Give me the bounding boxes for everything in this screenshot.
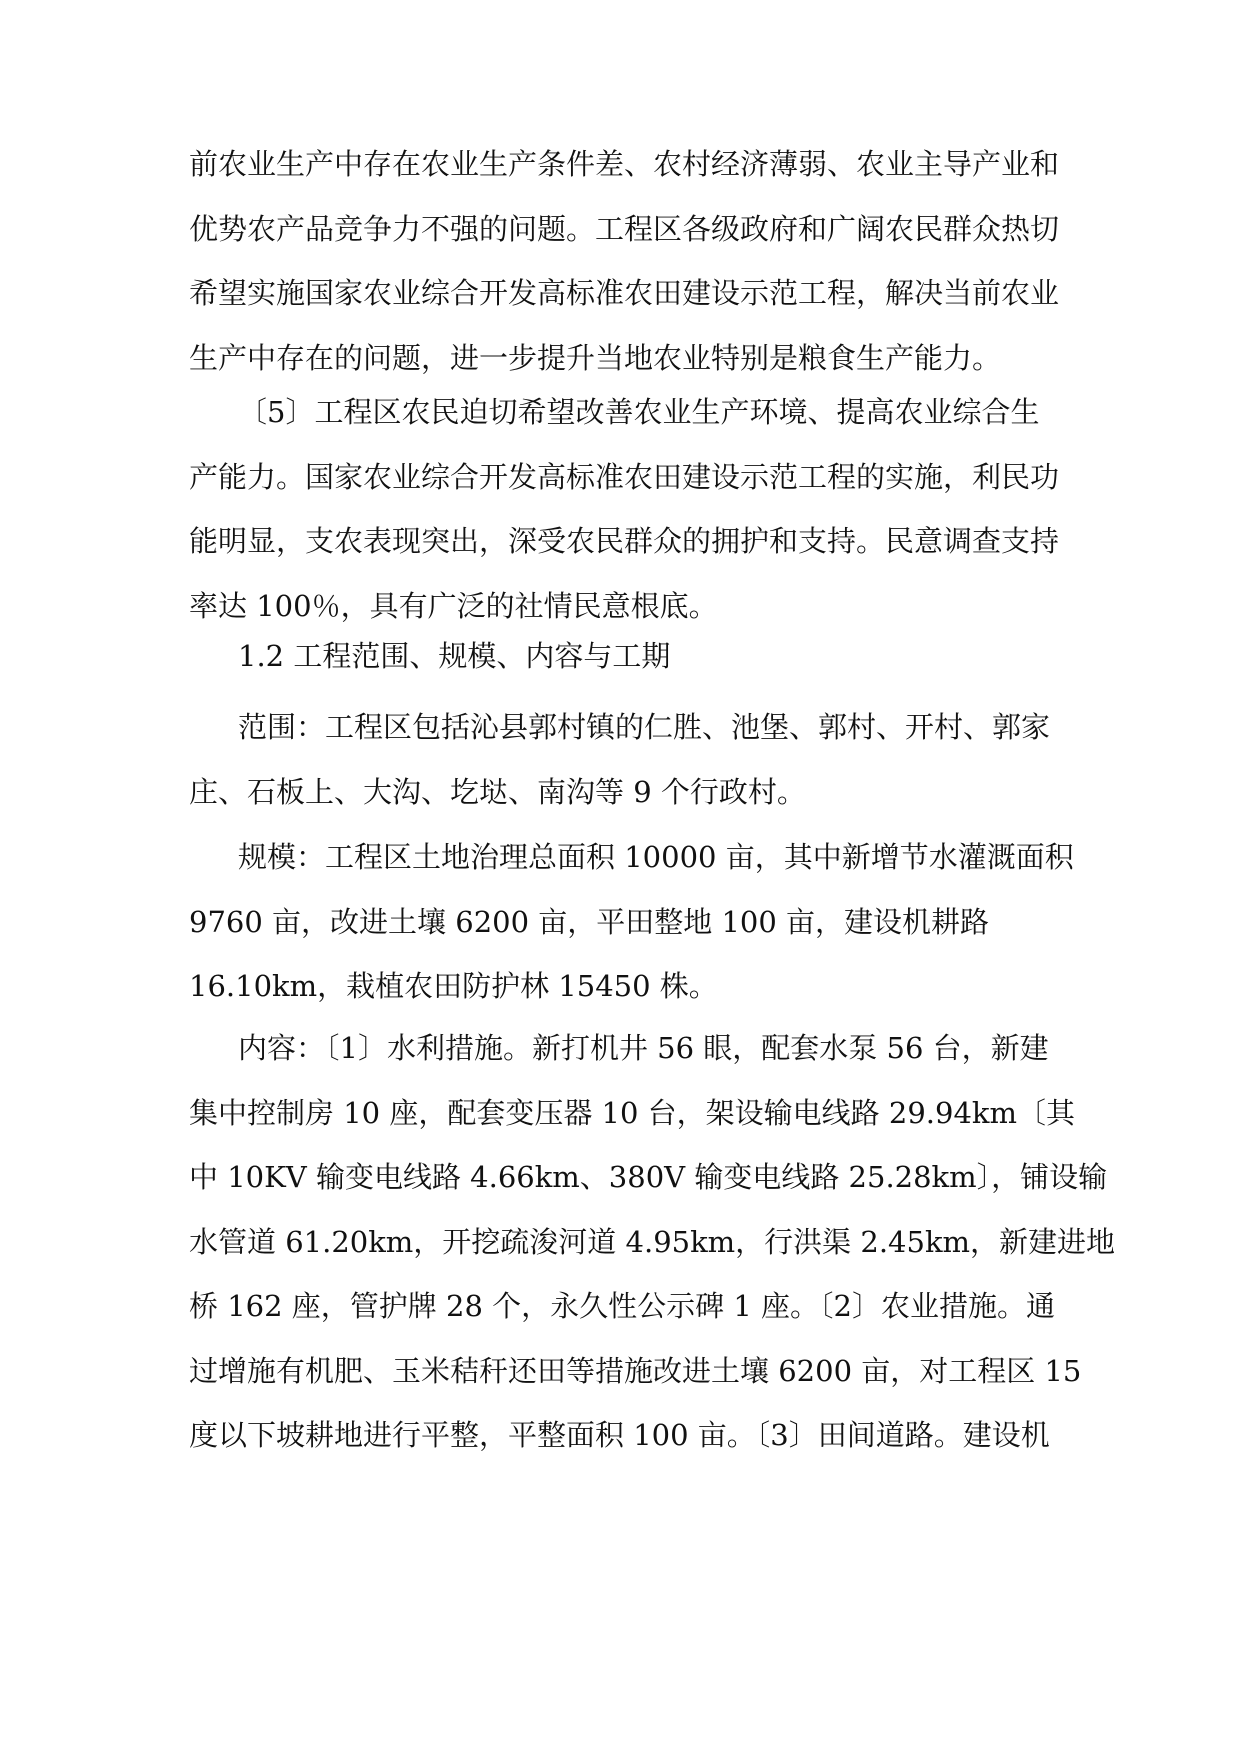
- text-line: 9760 亩，改进土壤 6200 亩，平田整地 100 亩，建设机耕路: [189, 904, 990, 939]
- text-line: 桥 162 座，管护牌 28 个，永久性公示碑 1 座。〔2〕农业措施。通: [189, 1289, 1055, 1323]
- paragraph-item-5: [189, 380, 1060, 638]
- text-line: 优势农产品竞争力不强的问题。工程区各级政府和广阔农民群众热切: [189, 211, 1060, 246]
- paragraph-continued-intro: [189, 132, 1060, 390]
- text-line: 前农业生产中存在农业生产条件差、农村经济薄弱、农业主导产业和: [189, 147, 1060, 181]
- paragraph-scale: [189, 825, 1074, 1019]
- text-line: 度以下坡耕地进行平整，平整面积 100 亩。〔3〕田间道路。建设机: [189, 1418, 1050, 1452]
- text-line: 率达 100％，具有广泛的社情民意根底。: [189, 588, 718, 623]
- text-line: 希望实施国家农业综合开发高标准农田建设示范工程，解决当前农业: [189, 276, 1060, 310]
- paragraph-scope: [189, 695, 1051, 824]
- text-line: 生产中存在的问题，进一步提升当地农业特别是粮食生产能力。: [189, 340, 1002, 375]
- text-line: 庄、石板上、大沟、圪垯、南沟等 9 个行政村。: [189, 774, 806, 809]
- paragraph-content: [189, 1016, 1116, 1468]
- text-line: 范围：工程区包括沁县郭村镇的仁胜、池堡、郭村、开村、郭家: [238, 710, 1051, 744]
- text-line: 规模：工程区土地治理总面积 10000 亩，其中新增节水灌溉面积: [238, 840, 1074, 874]
- text-line: 水管道 61.20km，开挖疏浚河道 4.95km，行洪渠 2.45km，新建进地: [189, 1224, 1116, 1259]
- text-line: 16.10km，栽植农田防护林 15450 株。: [189, 969, 718, 1003]
- heading-text: 1.2 工程范围、规模、内容与工期: [238, 639, 671, 673]
- text-line: 能明显，支农表现突出，深受农民群众的拥护和支持。民意调查支持: [189, 524, 1060, 558]
- text-line: 过增施有机肥、玉米秸秆还田等措施改进土壤 6200 亩，对工程区 15: [189, 1353, 1082, 1388]
- text-line: 集中控制房 10 座，配套变压器 10 台，架设输电线路 29.94km〔其: [189, 1095, 1075, 1130]
- text-line: 中 10KV 输变电线路 4.66km、380V 输变电线路 25.28km〕，铺设输: [189, 1160, 1108, 1194]
- text-line: 产能力。国家农业综合开发高标准农田建设示范工程的实施，利民功: [189, 459, 1060, 494]
- section-heading: [189, 624, 1051, 689]
- text-line: 〔5〕工程区农民迫切希望改善农业生产环境、提高农业综合生: [238, 395, 1040, 429]
- text-line: 内容：〔1〕水利措施。新打机井 56 眼，配套水泵 56 台，新建: [238, 1031, 1049, 1065]
